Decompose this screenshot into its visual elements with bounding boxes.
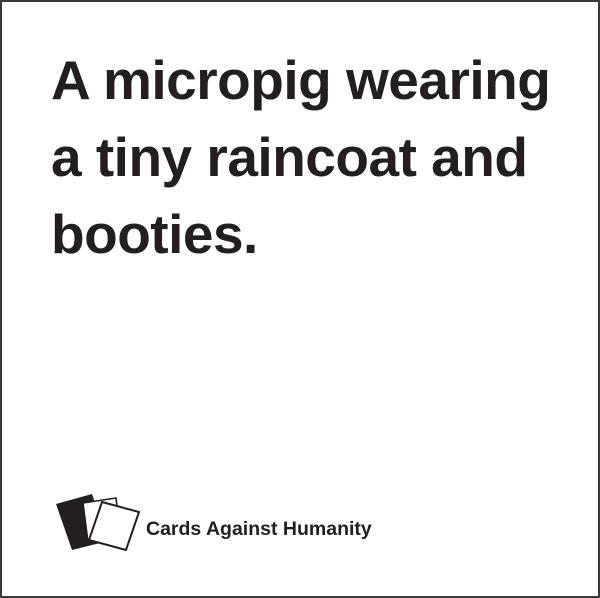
brand-footer (54, 490, 372, 552)
brand-name: Cards Against Humanity (146, 517, 372, 540)
stacked-cards-icon (54, 490, 142, 552)
card-text: A micropig wearing a tiny raincoat and booties. (51, 49, 551, 265)
